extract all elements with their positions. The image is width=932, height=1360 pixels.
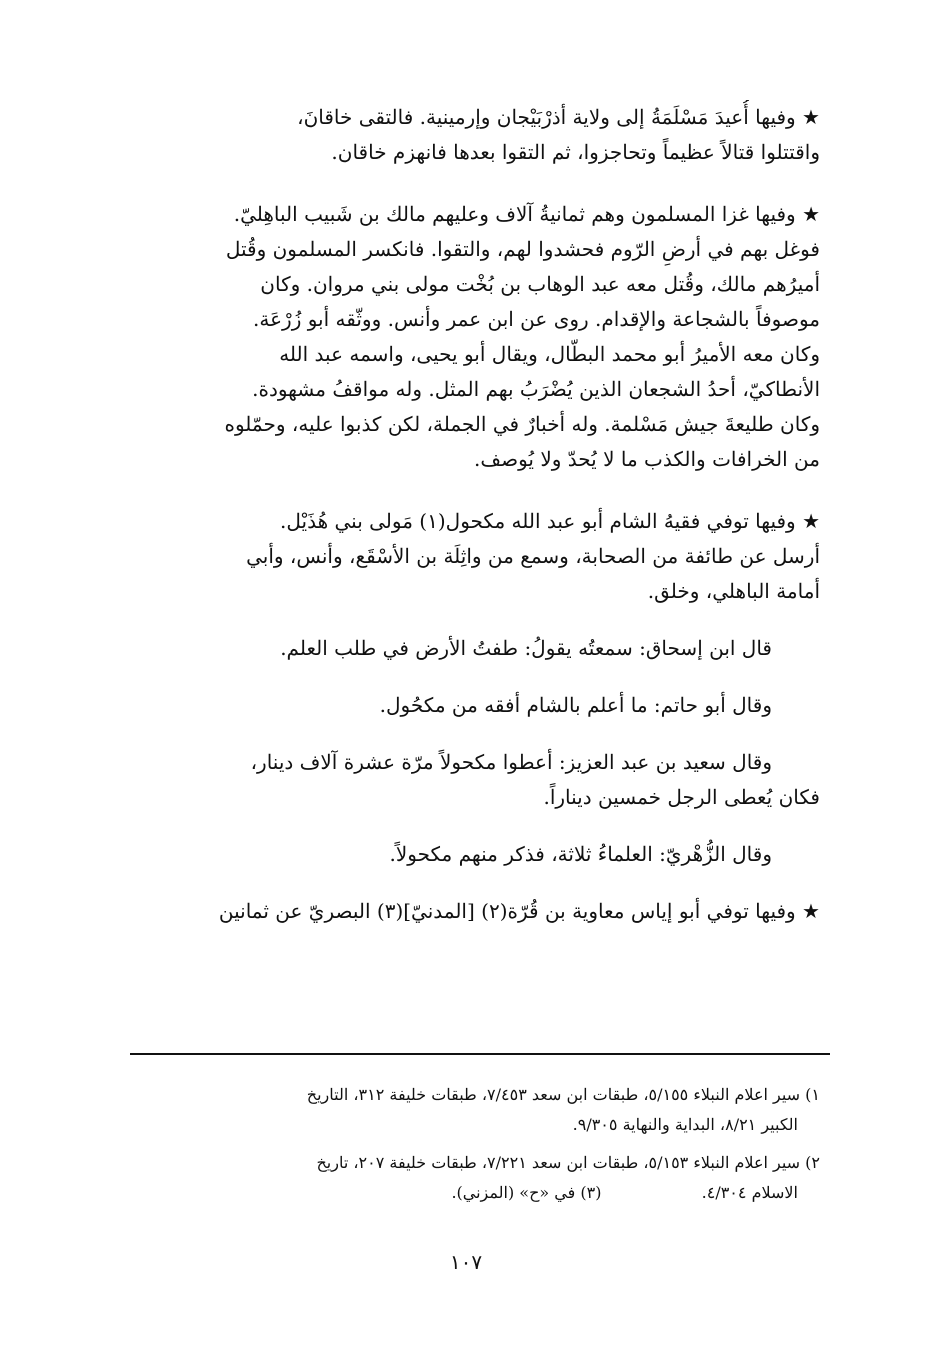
footnote-line: ١) سير اعلام النبلاء ٥/١٥٥، طبقات ابن سعد ٧/٤٥٣، طبقات خليفة ٣١٢، التاريخ bbox=[306, 1085, 820, 1104]
footnote-2-continuation: الاسلام ٤/٣٠٤. bbox=[701, 1183, 798, 1202]
text-line: فكان يُعطى الرجل خمسين ديناراً. bbox=[543, 785, 820, 809]
text-line: ★ وفيها أُعيدَ مَسْلَمَةُ إلى ولاية أذرْبَيْجان وإرمينية. فالتقى خاقانَ، bbox=[297, 105, 820, 129]
footnote-line: الكبير ٨/٢١، البداية والنهاية ٩/٣٠٥. bbox=[572, 1115, 798, 1134]
text-line: أمامة الباهلي، وخلق. bbox=[647, 579, 820, 603]
text-line: وقال أبو حاتم: ما أعلم بالشام أفقه من مكحُول. bbox=[379, 693, 772, 717]
main-text bbox=[124, 100, 820, 929]
footnote-2 bbox=[130, 1148, 820, 1208]
footnote-line: ٢) سير اعلام النبلاء ٥/١٥٣، طبقات ابن سعد ٧/٢٢١، طبقات خليفة ٢٠٧، تاريخ bbox=[316, 1153, 820, 1172]
footnote-3: (٣) في «ح» (المزني). bbox=[451, 1183, 602, 1202]
text-line: وكان معه الأميرُ أبو محمد البطّال، ويقال أبو يحيى، واسمه عبد الله bbox=[279, 342, 820, 366]
text-line: قال ابن إسحاق: سمعتُه يقولُ: طفتُ الأرض في طلب العلم. bbox=[280, 636, 772, 660]
page-number: ١٠٧ bbox=[449, 1250, 483, 1274]
text-line: وكان طليعةَ جيش مَسْلمة. وله أخبارٌ في الجملة، لكن كذبوا عليه، وحمّلوه bbox=[224, 412, 820, 436]
quote-ibn-ishaq bbox=[124, 631, 820, 666]
text-line: وقال الزُّهْريّ: العلماءُ ثلاثة، فذكر منهم مكحولاً. bbox=[389, 842, 772, 866]
text-line: ★ وفيها توفي أبو إياس معاوية بن قُرّة(٢) [المدنيّ](٣) البصريّ عن ثمانين bbox=[218, 899, 820, 923]
text-line: أرسل عن طائفة من الصحابة، وسمع من واثِلَة بن الأسْقَع، وأنس، وأبي bbox=[246, 544, 820, 568]
paragraph-azerbaijan bbox=[124, 100, 820, 170]
text-line: فوغل بهم في أرضِ الرّوم فحشدوا لهم، والتقوا. فانكسر المسلمون وقُتل bbox=[225, 237, 820, 261]
footnote-1 bbox=[130, 1080, 820, 1140]
paragraph-malik-bin-shabib bbox=[124, 197, 820, 477]
text-line: ★ وفيها غزا المسلمون وهم ثمانيةُ آلاف وعليهم مالك بن شَبيب الباهِليّ. bbox=[233, 202, 820, 226]
footnote-line bbox=[130, 1178, 820, 1208]
quote-abu-hatim bbox=[124, 688, 820, 723]
text-line: واقتتلوا قتالاً عظيماً وتحاجزوا، ثم التقوا بعدها فانهزم خاقان. bbox=[331, 140, 820, 164]
text-line: وقال سعيد بن عبد العزيز: أعطوا مكحولاً مرّة عشرة آلاف دينار، bbox=[250, 750, 772, 774]
quote-said-bin-abd-alaziz bbox=[124, 745, 820, 815]
text-line: من الخرافات والكذب ما لا يُحدّ ولا يُوصف. bbox=[474, 447, 820, 471]
paragraph-makhul bbox=[124, 504, 820, 609]
quote-zuhri bbox=[124, 837, 820, 872]
text-line: أميرُهم مالك، وقُتل معه عبد الوهاب بن بُخْت مولى بني مروان. وكان bbox=[260, 272, 820, 296]
text-line: موصوفاً بالشجاعة والإقدام. روى عن ابن عمر وأنس. ووثّقه أبو زُرْعَة. bbox=[253, 307, 820, 331]
paragraph-abu-iyas bbox=[124, 894, 820, 929]
text-line: ★ وفيها توفي فقيهُ الشام أبو عبد الله مكحول(١) مَولى بني هُذَيْل. bbox=[280, 509, 820, 533]
footnotes bbox=[130, 1080, 820, 1208]
text-line: الأنطاكيّ، أحدُ الشجعان الذين يُضْرَبُ بهم المثل. وله مواقفُ مشهودة. bbox=[252, 377, 820, 401]
footnote-separator bbox=[130, 1053, 830, 1055]
